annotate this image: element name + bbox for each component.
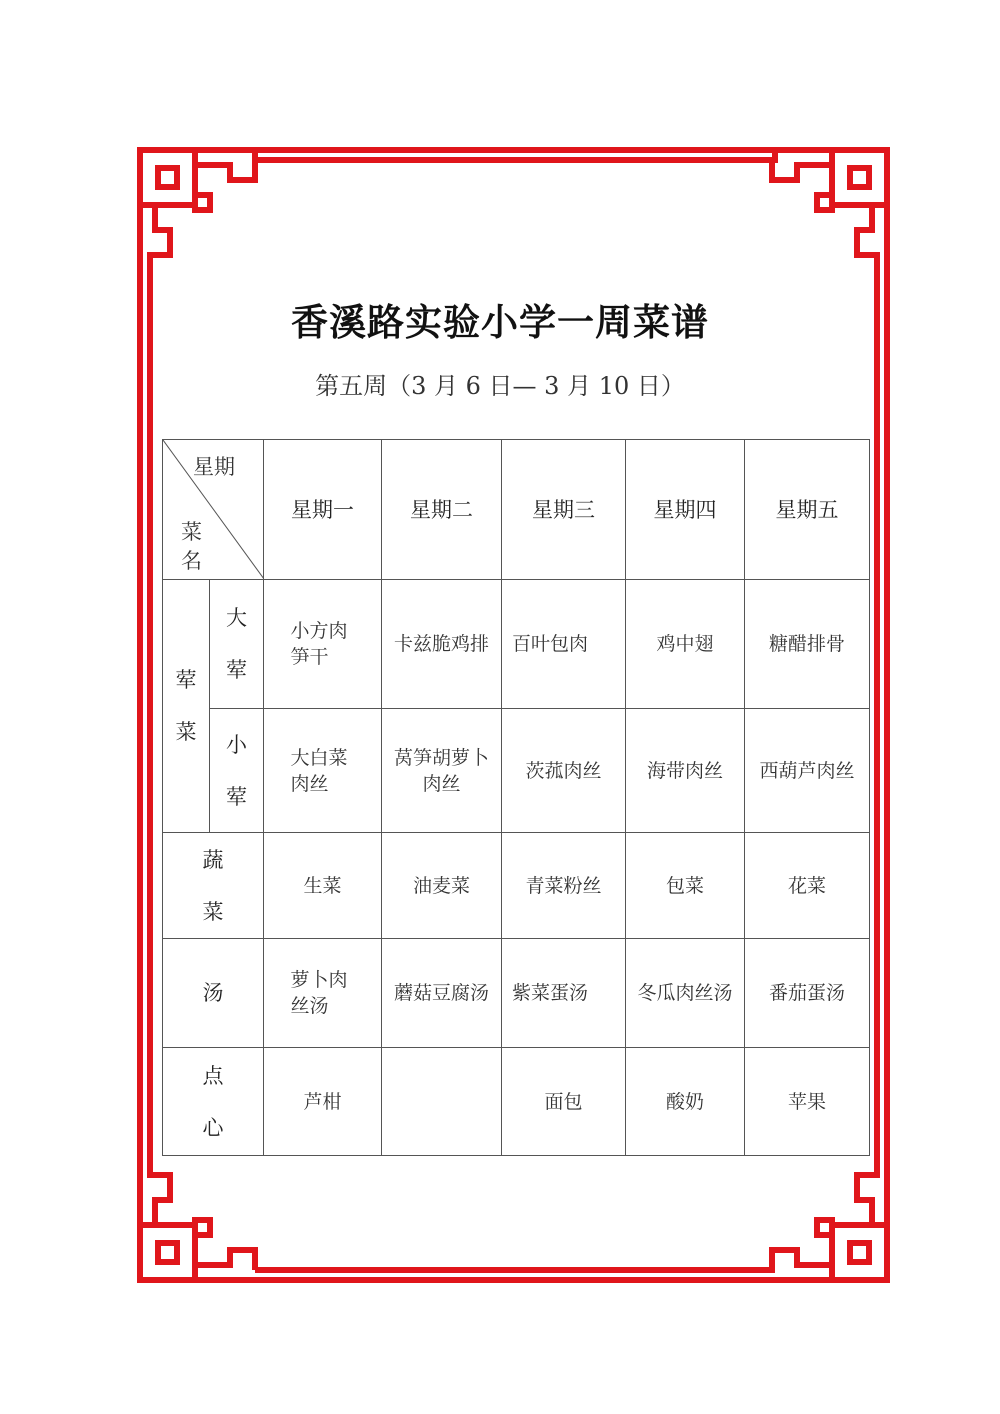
table-row <box>163 833 870 939</box>
day-header: 星期一 <box>264 440 382 580</box>
dish-cell: 卡兹脆鸡排 <box>382 580 502 709</box>
dish-cell: 百叶包肉 <box>502 580 626 709</box>
dish-cell: 茨菰肉丝 <box>502 709 626 833</box>
category-meat: 荤菜 <box>163 580 210 833</box>
dish-cell <box>382 1048 502 1156</box>
dish-cell: 花菜 <box>745 833 870 939</box>
dish-cell: 鸡中翅 <box>626 580 745 709</box>
table-row <box>163 1048 870 1156</box>
dish-cell: 油麦菜 <box>382 833 502 939</box>
corner-cell <box>163 440 264 580</box>
page-title: 香溪路实验小学一周菜谱 <box>291 301 709 344</box>
corner-label-day: 星期 <box>193 455 235 479</box>
category-big-meat: 大荤 <box>210 580 264 709</box>
corner-label-dish: 菜 名 <box>181 520 202 573</box>
dish-cell: 青菜粉丝 <box>502 833 626 939</box>
dish-cell: 生菜 <box>264 833 382 939</box>
category-snack: 点心 <box>163 1048 264 1156</box>
day-header: 星期四 <box>626 440 745 580</box>
dish-cell: 冬瓜肉丝汤 <box>626 939 745 1048</box>
category-small-meat: 小荤 <box>210 709 264 833</box>
dish-cell: 苹果 <box>745 1048 870 1156</box>
dish-cell: 糖醋排骨 <box>745 580 870 709</box>
table-row <box>163 939 870 1048</box>
dish-cell: 西葫芦肉丝 <box>745 709 870 833</box>
dish-cell: 包菜 <box>626 833 745 939</box>
dish-cell: 小方肉笋干 <box>264 580 382 709</box>
category-soup: 汤 <box>163 939 264 1048</box>
day-header: 星期三 <box>502 440 626 580</box>
dish-cell: 海带肉丝 <box>626 709 745 833</box>
dish-cell: 莴笋胡萝卜肉丝 <box>382 709 502 833</box>
table-header-row <box>163 440 870 580</box>
day-header: 星期二 <box>382 440 502 580</box>
dish-cell: 番茄蛋汤 <box>745 939 870 1048</box>
category-veg: 蔬菜 <box>163 833 264 939</box>
page-subtitle: 第五周（3 月 6 日— 3 月 10 日） <box>315 372 685 400</box>
dish-cell: 紫菜蛋汤 <box>502 939 626 1048</box>
dish-cell: 蘑菇豆腐汤 <box>382 939 502 1048</box>
day-header: 星期五 <box>745 440 870 580</box>
table-row <box>163 580 870 709</box>
table-row <box>163 709 870 833</box>
dish-cell: 面包 <box>502 1048 626 1156</box>
dish-cell: 酸奶 <box>626 1048 745 1156</box>
dish-cell: 萝卜肉丝汤 <box>264 939 382 1048</box>
dish-cell: 芦柑 <box>264 1048 382 1156</box>
menu-table <box>162 439 870 1156</box>
dish-cell: 大白菜肉丝 <box>264 709 382 833</box>
